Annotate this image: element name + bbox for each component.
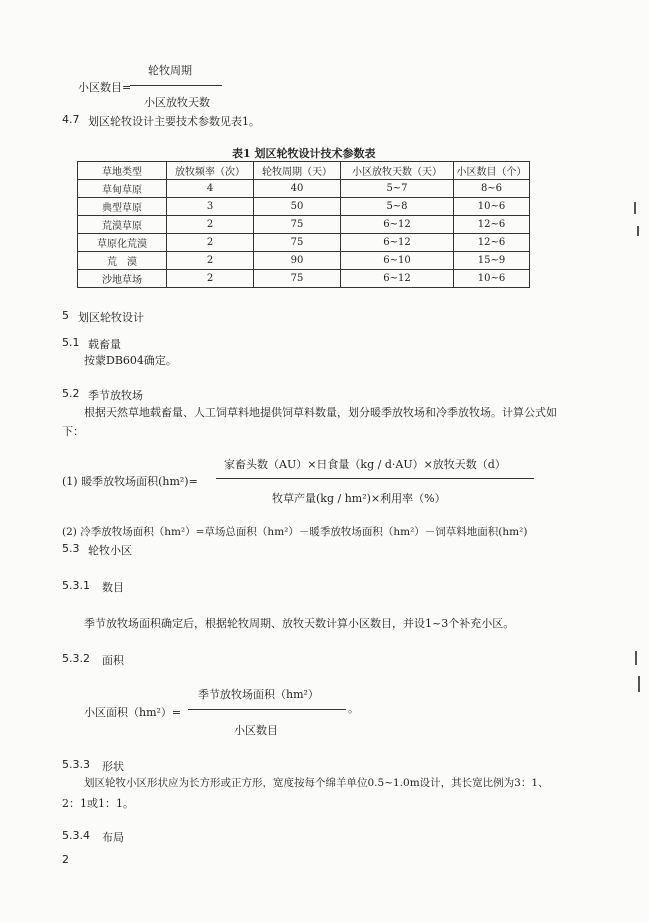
table-cell: 荒漠草原 [78, 216, 167, 234]
section-5-3-number: 5.3 [62, 542, 80, 555]
table-row [78, 270, 530, 288]
table-header-cell: 草地类型 [78, 162, 167, 180]
table-cell: 草甸草原 [78, 180, 167, 198]
formula3-end: 。 [348, 702, 359, 715]
table-row [78, 234, 530, 252]
table-cell: 5~8 [341, 198, 454, 216]
section-5-3-3-number: 5.3.3 [62, 758, 90, 771]
table-cell: 75 [254, 270, 341, 288]
section-5-title: 划区轮牧设计 [78, 311, 144, 324]
section-5-number: 5 [62, 309, 69, 322]
section-4-7-text: 划区轮牧设计主要技术参数见表1。 [88, 115, 260, 128]
page-number: 2 [62, 853, 69, 866]
scan-artifact [637, 226, 639, 236]
formula-top-numerator: 轮牧周期 [148, 64, 192, 77]
table-cell: 12~6 [454, 234, 530, 252]
table-cell: 6~10 [341, 252, 454, 270]
section-5-3-4-title: 布局 [102, 831, 124, 844]
formula-top-lhs: 小区数目= [78, 81, 132, 94]
table-cell: 12~6 [454, 216, 530, 234]
table-row [78, 252, 530, 270]
scan-artifact [638, 676, 640, 692]
table-cell: 2 [167, 234, 254, 252]
section-5-3-title: 轮牧小区 [88, 544, 132, 557]
formula1-denominator: 牧草产量(kg / hm²)×利用率（%） [272, 492, 446, 505]
table-cell: 5~7 [341, 180, 454, 198]
table-cell: 2 [167, 216, 254, 234]
formula2: (2) 冷季放牧场面积（hm²）=草场总面积（hm²）－暖季放牧场面积（hm²）－饲草料地面积(hm²) [62, 526, 528, 538]
table-cell: 40 [254, 180, 341, 198]
parameter-table [77, 161, 530, 288]
table-cell: 2 [167, 252, 254, 270]
table-cell: 4 [167, 180, 254, 198]
table-cell: 3 [167, 198, 254, 216]
formula3-denominator: 小区数目 [234, 724, 278, 737]
section-5-3-1-number: 5.3.1 [62, 579, 90, 592]
table-header-cell: 小区放牧天数（天） [341, 162, 454, 180]
table-header-row [78, 162, 530, 180]
formula1-numerator: 家畜头数（AU）×日食量（kg / d·AU）×放牧天数（d） [224, 458, 506, 471]
table-cell: 15~9 [454, 252, 530, 270]
section-5-3-3-title: 形状 [102, 760, 124, 773]
table-caption: 表1 划区轮牧设计技术参数表 [232, 147, 376, 160]
table-cell: 荒 漠 [78, 252, 167, 270]
section-5-2-body-line2: 下： [62, 425, 84, 438]
section-5-3-2-number: 5.3.2 [62, 652, 90, 665]
formula1-lhs: (1) 暖季放牧场面积(hm²)= [62, 475, 198, 488]
table-header-cell: 放牧频率（次） [167, 162, 254, 180]
table-cell: 50 [254, 198, 341, 216]
section-5-1-body: 按蒙DB604确定。 [84, 354, 177, 367]
section-5-3-4-number: 5.3.4 [62, 829, 90, 842]
table-header-cell: 小区数目（个） [454, 162, 530, 180]
table-cell: 6~12 [341, 270, 454, 288]
section-5-1-title: 载畜量 [88, 338, 121, 351]
table-cell: 10~6 [454, 198, 530, 216]
scan-artifact [634, 202, 636, 214]
section-5-3-2-title: 面积 [102, 654, 124, 667]
table-cell: 6~12 [341, 234, 454, 252]
scan-artifact [635, 651, 637, 665]
formula3-lhs: 小区面积（hm²）= [84, 706, 182, 719]
table-cell: 草原化荒漠 [78, 234, 167, 252]
table-cell: 2 [167, 270, 254, 288]
formula3-numerator: 季节放牧场面积（hm²） [198, 688, 319, 701]
table-header-cell: 轮牧周期（天） [254, 162, 341, 180]
table-cell: 75 [254, 216, 341, 234]
section-5-3-1-body: 季节放牧场面积确定后，根据轮牧周期、放牧天数计算小区数目，并设1~3个补充小区。 [84, 617, 515, 630]
formula1-fraction-bar [216, 478, 534, 479]
table-cell: 典型草原 [78, 198, 167, 216]
section-5-3-3-body-line1: 划区轮牧小区形状应为长方形或正方形，宽度按每个绵羊单位0.5~1.0m设计，其长宽比例为3：1、 [84, 777, 549, 789]
table-cell: 沙地草场 [78, 270, 167, 288]
section-5-2-number: 5.2 [62, 387, 80, 400]
table-row [78, 180, 530, 198]
section-5-2-body-line1: 根据天然草地载畜量、人工饲草料地提供饲草料数量，划分暖季放牧场和冷季放牧场。计算公式如 [84, 406, 557, 419]
table-row [78, 198, 530, 216]
section-4-7-number: 4.7 [62, 113, 80, 126]
table-cell: 10~6 [454, 270, 530, 288]
section-5-2-title: 季节放牧场 [88, 389, 143, 402]
table-cell: 90 [254, 252, 341, 270]
section-5-3-3-body-line2: 2：1或1：1。 [62, 797, 134, 810]
table-cell: 75 [254, 234, 341, 252]
formula-top-fraction-bar [130, 85, 222, 86]
table-cell: 8~6 [454, 180, 530, 198]
formula3-fraction-bar [188, 709, 346, 710]
section-5-1-number: 5.1 [62, 336, 80, 349]
section-5-3-1-title: 数目 [102, 581, 124, 594]
formula-top-denominator: 小区放牧天数 [144, 96, 210, 109]
table-cell: 6~12 [341, 216, 454, 234]
table-row [78, 216, 530, 234]
